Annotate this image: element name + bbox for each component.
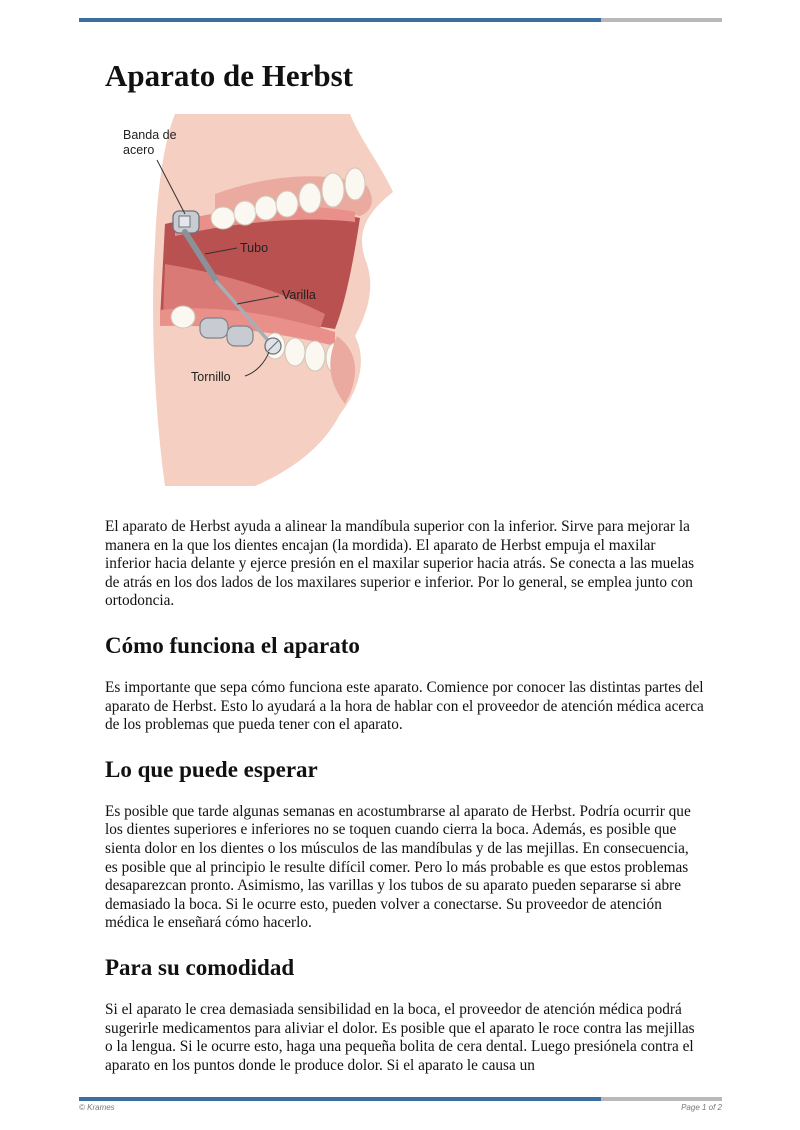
header-rule (79, 18, 722, 22)
herbst-appliance-illustration (105, 114, 395, 494)
footer-copyright: © Krames (79, 1103, 115, 1112)
footer-rule-gray (601, 1097, 722, 1101)
footer-rule-blue (79, 1097, 601, 1101)
page-title: Aparato de Herbst (105, 58, 353, 93)
label-rod: Varilla (282, 288, 316, 302)
intro-paragraph: El aparato de Herbst ayuda a alinear la mandíbula superior con la inferior. Sirve para mejorar la manera en la que los dientes encajan (la mordida). El aparato de Herbst empuja el maxilar inferior hacia delante y ejerce presión en el maxilar superior hacia atrás. Se conecta a las muelas de atrás en los dos lados de los maxilares superior e inferior. Por lo general, se emplea junto con ortodoncia. (105, 518, 695, 610)
header-rule-gray (601, 18, 722, 22)
mouth-illustration (105, 114, 395, 494)
document-body (105, 56, 705, 1075)
section-body-what-to-expect: Es posible que tarde algunas semanas en acostumbrarse al aparato de Herbst. Podría ocurrir que los dientes superiores e inferiores no se toquen cuando cierra la boca. Además, es posible que sienta dolor en los dientes o los músculos de las mandíbulas y de las mejillas. En consecuencia, es posible que al principio le resulte difícil comer. Pero lo más probable es que estos problemas desaparezcan pronto. Asimismo, las varillas y los tubos de su aparato pueden separarse si abre demasiado la boca. Si le ocurre esto, pueden volver a conectarse. Su proveedor de atención médica le enseñará cómo hacerlo. (105, 802, 691, 932)
footer-page-number: Page 1 of 2 (681, 1103, 722, 1112)
label-tube: Tubo (240, 241, 269, 255)
section-body-comfort: Si el aparato le crea demasiada sensibilidad en la boca, el proveedor de atención médica podrá sugerirle medicamentos para aliviar el dolor. Es posible que el aparato le roce contra las mejillas o la lengua. Si le ocurre esto, haga una pequeña bolita de cera dental. Luego presiónela contra el aparato en los puntos donde le produce dolor. Si el aparato le causa un (105, 1000, 695, 1074)
label-screw: Tornillo (191, 370, 231, 384)
section-heading-what-to-expect: Lo que puede esperar (105, 756, 318, 782)
footer-rule (79, 1097, 722, 1101)
label-steel-band: Banda de acero (123, 128, 177, 157)
section-heading-how-it-works: Cómo funciona el aparato (105, 632, 360, 658)
header-rule-blue (79, 18, 601, 22)
section-body-how-it-works: Es importante que sepa cómo funciona este aparato. Comience por conocer las distintas partes del aparato de Herbst. Esto lo ayudará a la hora de hablar con el proveedor de atención médica acerca de los problemas que pueda tener con el aparato. (105, 678, 704, 734)
section-heading-comfort: Para su comodidad (105, 954, 295, 980)
